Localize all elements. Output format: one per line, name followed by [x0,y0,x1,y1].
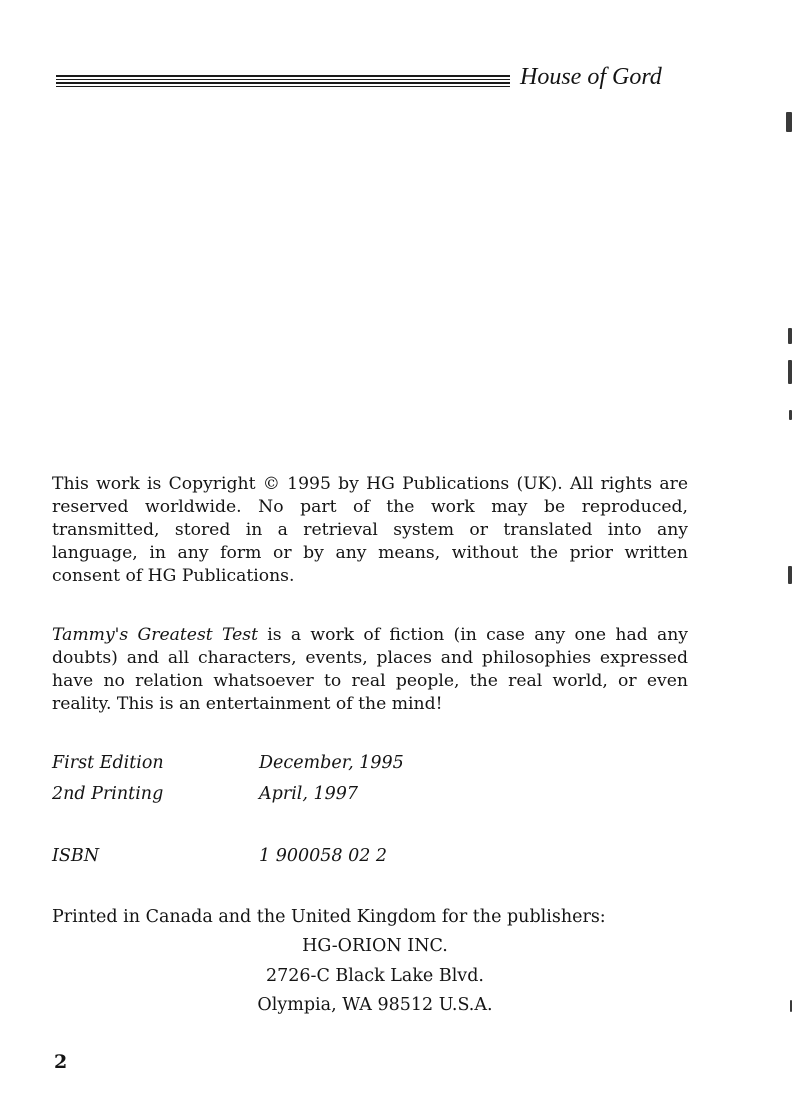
publisher-street: 2726-C Black Lake Blvd. [266,966,484,986]
publisher-name: HG-ORION INC. [302,936,448,956]
scan-edge-mark [788,360,792,384]
printing-date: April, 1997 [259,784,359,804]
isbn-value: 1 900058 02 2 [259,846,388,866]
first-edition-label: First Edition [52,753,164,773]
isbn-label: ISBN [52,846,100,866]
scan-edge-mark [788,328,792,344]
page-number: 2 [54,1051,68,1073]
printed-in-line: Printed in Canada and the United Kingdom for the publishers: [52,907,606,927]
printing-label: 2nd Printing [52,784,164,804]
copyright-paragraph: This work is Copyright © 1995 by HG Publications (UK). All rights are reserved worldwide. No part of the work may be reproduced, transmitted, stored in a retrieval system or translated into any language, in any form or by any means, without the prior written consent of HG Publications. [52,474,688,586]
running-header-title: House of Gord [520,64,662,90]
first-edition-date: December, 1995 [259,753,404,773]
book-title: Tammy's Greatest Test [52,625,258,645]
publisher-city: Olympia, WA 98512 U.S.A. [257,995,493,1015]
scan-edge-mark [790,1000,792,1012]
scan-edge-mark [788,566,792,584]
fiction-disclaimer-paragraph [52,624,688,716]
scan-edge-mark [789,410,792,420]
fiction-disclaimer-text: is a work of fiction (in case any one had any doubts) and all characters, events, places and philosophies expressed have no relation whatsoever to real people, the real world, or even reality. This is an entertainment of the mind! [52,625,688,714]
header-rule [56,75,510,89]
scan-edge-mark [786,112,792,132]
